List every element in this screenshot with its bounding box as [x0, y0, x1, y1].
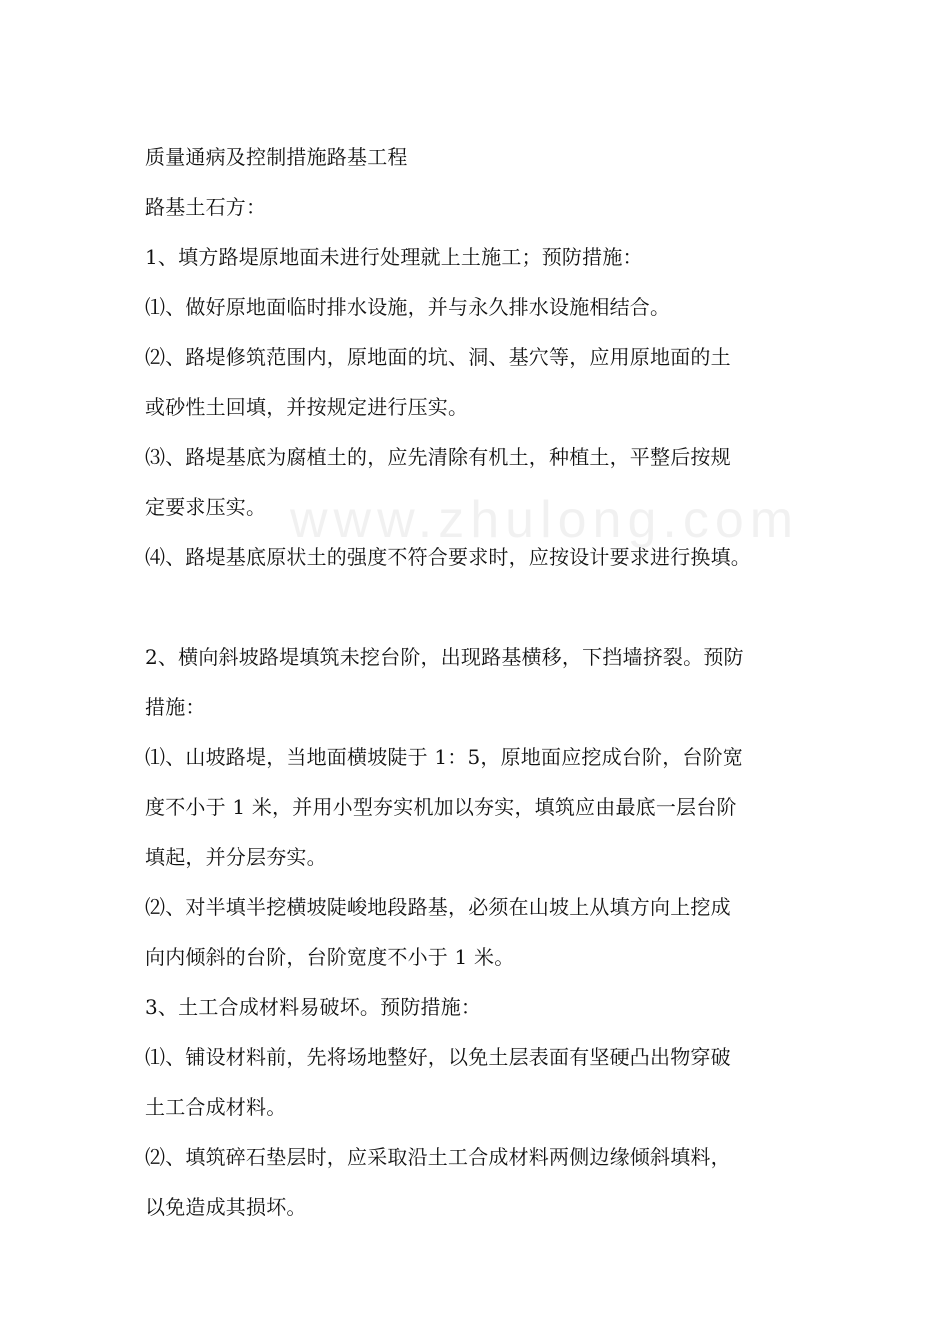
- text-line: 措施：: [145, 695, 206, 719]
- text-line: 以免造成其损坏。: [145, 1195, 307, 1219]
- text-line: ⑵、对半填半挖横坡陡峻地段路基，必须在山坡上从填方向上挖成: [145, 895, 731, 919]
- text-line: ⑴、山坡路堤，当地面横坡陡于 1：5，原地面应挖成台阶，台阶宽: [145, 745, 744, 769]
- text-line: 土工合成材料。: [145, 1095, 287, 1119]
- text-line: 3、土工合成材料易破坏。预防措施：: [145, 995, 482, 1019]
- text-line: 向内倾斜的台阶，台阶宽度不小于 1 米。: [145, 945, 515, 969]
- document-title: 质量通病及控制措施路基工程: [145, 145, 408, 169]
- text-line: ⑵、路堤修筑范围内，原地面的坑、洞、基穴等，应用原地面的土: [145, 345, 731, 369]
- text-line: 路基土石方：: [145, 195, 267, 219]
- text-line: ⑴、铺设材料前，先将场地整好，以免土层表面有坚硬凸出物穿破: [145, 1045, 731, 1069]
- text-line: ⑷、路堤基底原状土的强度不符合要求时，应按设计要求进行换填。: [145, 545, 751, 569]
- text-line: 度不小于 1 米，并用小型夯实机加以夯实，填筑应由最底一层台阶: [145, 795, 737, 819]
- text-line: 1、填方路堤原地面未进行处理就上土施工；预防措施：: [145, 245, 643, 269]
- text-line: 或砂性土回填，并按规定进行压实。: [145, 395, 469, 419]
- document-body: [145, 132, 825, 1232]
- text-line: 填起，并分层夯实。: [145, 845, 327, 869]
- text-line: ⑴、做好原地面临时排水设施，并与永久排水设施相结合。: [145, 295, 671, 319]
- text-line: 定要求压实。: [145, 495, 267, 519]
- text-line: ⑵、填筑碎石垫层时，应采取沿土工合成材料两侧边缘倾斜填料，: [145, 1145, 731, 1169]
- watermark: www.zhulong.com: [290, 491, 800, 549]
- text-line: 2、横向斜坡路堤填筑未挖台阶，出现路基横移，下挡墙挤裂。预防: [145, 645, 744, 669]
- blank-line: [145, 582, 825, 632]
- text-line: ⑶、路堤基底为腐植土的，应先清除有机土，种植土，平整后按规: [145, 445, 731, 469]
